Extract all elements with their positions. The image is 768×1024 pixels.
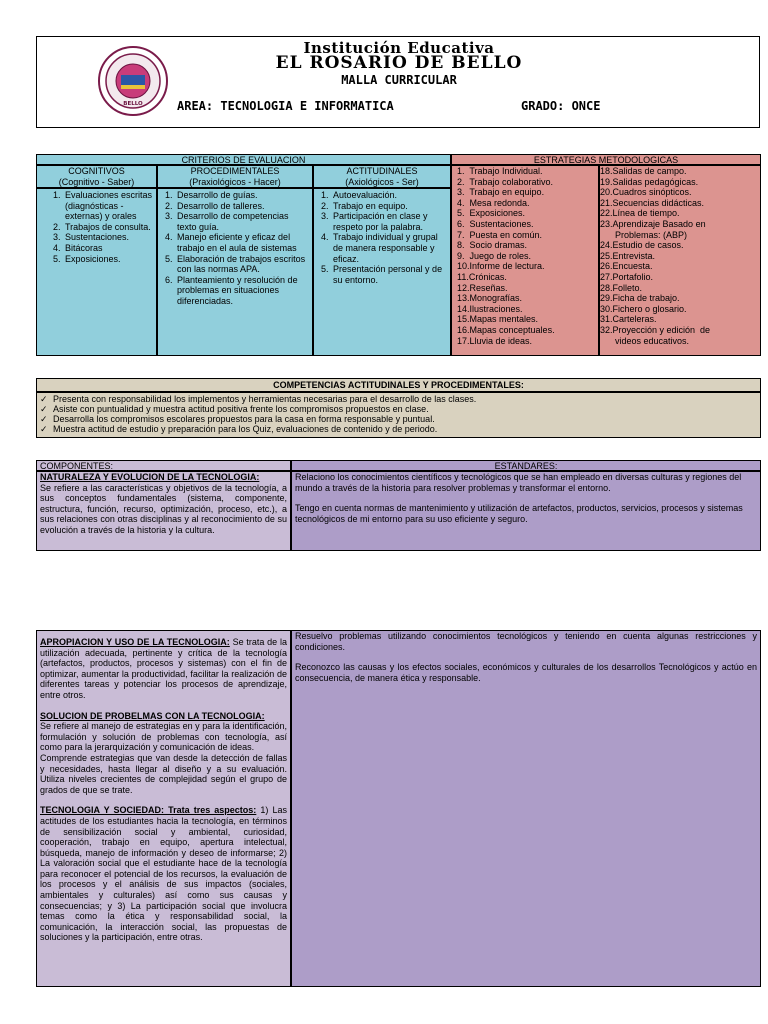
list-item: 3. Trabajo en equipo. [457,187,545,198]
solucion-text1: Se refiere al manejo de estrategias en y para la identificación, formulación y solución de problemas con tecnología, así como para la jerarquización y comunicación de ideas. [40,721,287,753]
grade-label: GRADO: ONCE [521,99,601,113]
list-item: 25.Entrevista. [600,250,656,261]
estandar-text: Reconozco las causas y los efectos sociales, económicos y culturales de los desarrollos Tecnológicos y actúo en consecuencia, de manera ética y responsable. [295,662,757,683]
list-item: 2. Trabajo en equipo. [331,201,448,212]
estandar-text: Resuelvo problemas utilizando conocimientos tecnológicos y teniendo en cuenta algunas restricciones y condiciones. [295,631,757,652]
list-item: 5. Elaboración de trabajos escritos con las normas APA. [175,254,310,275]
list-item: 30.Fichero o glosario. [600,303,687,314]
list-item: 2. Trabajo colaborativo. [457,176,554,187]
list-item: 31.Carteleras. [600,314,657,325]
procedimentales-list [157,188,313,356]
list-item: 28.Folleto. [600,282,643,293]
estrategias-list-left [451,165,599,356]
list-item: 10.Informe de lectura. [457,261,545,272]
col-sub: (Cognitivo - Saber) [58,176,135,187]
list-item: 3. Sustentaciones. [63,232,154,243]
list-item [37,414,760,424]
competencias-title: COMPETENCIAS ACTITUDINALES Y PROCEDIMENTALES: [36,378,761,392]
check-icon: ✓ [40,404,48,414]
list-item: 32.Proyección y edición de [600,324,711,335]
list-item: 24.Estudio de casos. [600,240,684,251]
sociedad-block [40,805,287,943]
estandar-text: Tengo en cuenta normas de mantenimiento y utilización de artefactos, productos, servicios, procesos y sistemas tecnológicos de mi entorno para su uso eficiente y seguro. [295,503,743,524]
list-item: Problemas: (ABP) [600,229,688,240]
estandares-cell-1 [291,471,761,551]
col-header-cognitivos [36,165,157,188]
list-item: 4. Bitácoras [63,243,154,254]
list-item: 14.Ilustraciones. [457,303,523,314]
apropiacion-block [40,637,287,701]
item-text: Asiste con puntualidad y muestra actitud positiva frente los compromisos propuestos en clase. [53,404,429,414]
col-name: COGNITIVOS [68,166,125,176]
criterios-title: CRITERIOS DE EVALUACION [36,154,451,165]
institution-name-line2: EL ROSARIO DE BELLO [275,53,523,73]
col-name: ACTITUDINALES [346,166,418,176]
competencias-list [36,392,761,438]
list-item: 1. Evaluaciones escritas (diagnósticas - externas) y orales [63,190,154,222]
estrategias-title: ESTRATEGIAS METODOLOGICAS [451,154,761,165]
col-sub: (Axiológicos - Ser) [345,176,419,187]
list-item: 17.Lluvia de ideas. [457,335,533,346]
list-item: 3. Participación en clase y respeto por la palabra. [331,211,448,232]
list-item: 1. Trabajo Individual. [457,166,543,176]
list-item: videos educativos. [600,335,690,346]
list-item: 2. Trabajos de consulta. [63,222,154,233]
list-item: 12.Reseñas. [457,282,508,293]
document-subtitle: MALLA CURRICULAR [341,73,457,87]
estandares-cell-2 [291,630,761,987]
componentes-header: COMPONENTES: [36,460,291,471]
col-name: PROCEDIMENTALES [190,166,280,176]
apropiacion-title: APROPIACION Y USO DE LA TECNOLOGIA: [40,637,230,647]
check-icon: ✓ [40,394,48,404]
list-item: 5. Exposiciones. [63,254,154,265]
list-item: 7. Puesta en común. [457,229,543,240]
col-sub: (Praxiológicos - Hacer) [189,176,281,187]
list-item: 2. Desarrollo de talleres. [175,201,310,212]
item-text: Desarrolla los compromisos escolares propuestos para la casa en forma responsable y puntual. [53,414,435,424]
svg-text:BELLO: BELLO [123,101,143,107]
list-item: 15.Mapas mentales. [457,314,539,325]
list-item: 20.Cuadros sinópticos. [600,187,692,198]
list-item: 13.Monografías. [457,293,523,304]
naturaleza-title: NATURALEZA Y EVOLUCION DE LA TECNOLOGIA: [40,472,260,482]
list-item: 21.Secuencias didácticas. [600,197,705,208]
componentes-cell-2 [36,630,291,987]
list-item: 27.Portafolio. [600,271,654,282]
list-item: 18.Salidas de campo. [600,166,687,176]
list-item: 1. Autoevaluación. [331,190,448,201]
item-text: Presenta con responsabilidad los implementos y herramientas necesarias para el desarrollo de las clases. [53,394,477,404]
sociedad-title: TECNOLOGIA Y SOCIEDAD: Trata tres aspectos: [40,805,257,816]
list-item: 8. Socio dramas. [457,240,528,251]
list-item: 29.Ficha de trabajo. [600,293,680,304]
col-header-actitudinales [313,165,451,188]
list-item: 11.Crónicas. [457,271,507,282]
list-item: 1. Desarrollo de guías. [175,190,310,201]
list-item: 9. Juego de roles. [457,250,532,261]
list-item: 23.Aprendizaje Basado en [600,218,706,229]
list-item: 4. Manejo eficiente y eficaz del trabajo en el aula de sistemas [175,232,310,253]
sociedad-text: 1) Las actitudes de los estudiantes hacia la tecnología, en términos de sensibilización social y ambiental, curiosidad, cooperación, trabajo en equipo, apertura intelectual, búsqueda, manejo de información y deseo de informarse; 2) La valoración social que el estudiante hace de la tecnología para reconocer el potencial de los recursos, la evaluación de los procesos y el análisis de sus impactos (sociales, ambientales y culturales) así como sus causas y consecuencias; y 3) La participación social que involucra temas como la ética y responsabilidad social, la comunicación, la interacción social, las propuestas de soluciones y la participación, entre otras. [40,805,287,943]
list-item: 26.Encuesta. [600,261,653,272]
list-item: 6. Sustentaciones. [457,218,534,229]
document-header [36,36,760,128]
list-item: 5. Presentación personal y de su entorno. [331,264,448,285]
check-icon: ✓ [40,414,48,424]
list-item: 4. Mesa redonda. [457,197,530,208]
list-item: 6. Planteamiento y resolución de problemas en situaciones diferenciadas. [175,275,310,307]
list-item [37,424,760,434]
naturaleza-text: Se refiere a las características y objetivos de la tecnología, a sus conceptos fundamentales (sistema, componente, estructura, función, recurso, optimización, proceso, etc.), a sus relaciones con otras disciplinas y al reconocimiento de su evolución a través de la historia y la cultura. [40,482,287,535]
estandar-text: Relaciono los conocimientos científicos y tecnológicos que se han empleado en diversas culturas y regiones del mundo a través de la historia para resolver problemas y transformar el entorno. [295,472,742,493]
list-item: 16.Mapas conceptuales. [457,324,555,335]
estrategias-list-right [599,165,761,356]
actitudinales-list [313,188,451,356]
col-header-procedimentales [157,165,313,188]
list-item: 22.Línea de tiempo. [600,208,680,219]
solucion-text2: Comprende estrategias que van desde la detección de fallas y necesidades, hasta llegar al diseño y a su evaluación. Utiliza niveles crecientes de complejidad según el grupo de grados de que se trate. [40,752,287,795]
solucion-title: SOLUCION DE PROBELMAS CON LA TECNOLOGIA: [40,710,265,721]
list-item [37,404,760,414]
institution-name-line1: Institución Educativa [303,39,495,57]
item-text: Muestra actitud de estudio y preparación para los Quiz, evaluaciones de contenido y de periodo. [53,424,438,434]
naturaleza-cell [36,471,291,551]
list-item: 5. Exposiciones. [457,208,526,219]
cognitivos-list [36,188,157,356]
list-item: 4. Trabajo individual y grupal de manera responsable y eficaz. [331,232,448,264]
apropiacion-text: Se trata de la utilización adecuada, pertinente y crítica de la tecnología (artefactos, productos, procesos y sistemas) con el fin de optimizar, aumentar la productividad, facilitar la realización de diferentes tareas y potenciar los procesos de aprendizaje, entre otros. [40,637,287,700]
area-label: AREA: TECNOLOGIA E INFORMATICA [177,99,394,113]
list-item: 19.Salidas pedagógicas. [600,176,699,187]
list-item [37,394,760,404]
estandares-header: ESTANDARES: [291,460,761,471]
list-item: 3. Desarrollo de competencias texto guía. [175,211,310,232]
check-icon: ✓ [40,424,48,434]
